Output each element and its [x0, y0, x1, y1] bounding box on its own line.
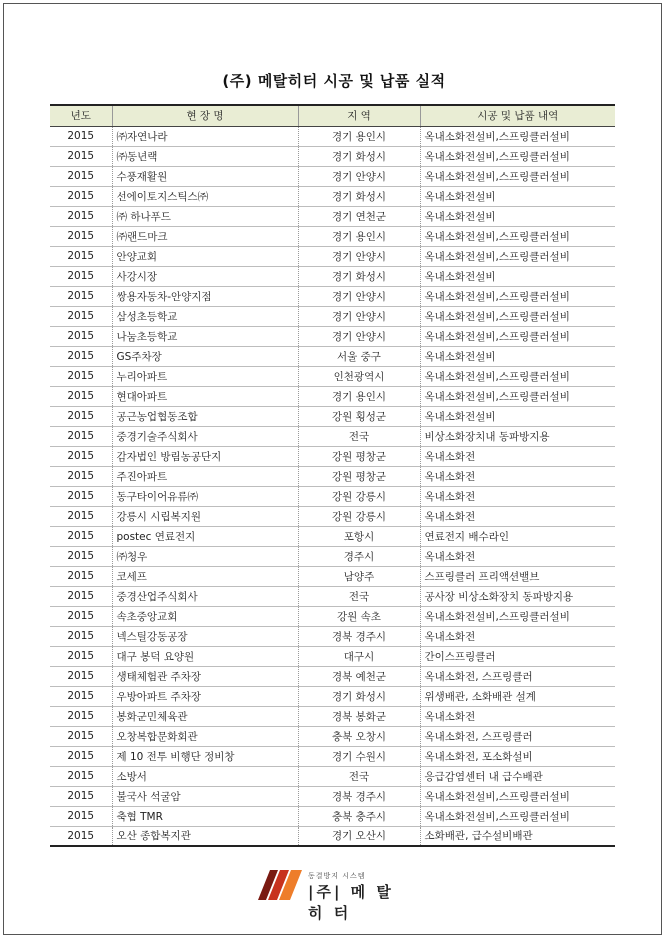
row-work-details: 위생배관, 소화배관 설계 — [420, 686, 615, 706]
row-region: 경기 안양시 — [298, 326, 420, 346]
row-year: 2015 — [50, 306, 112, 326]
row-year: 2015 — [50, 786, 112, 806]
row-region: 남양주 — [298, 566, 420, 586]
table-body — [50, 126, 615, 846]
row-site-name: ㈜랜드마크 — [112, 226, 298, 246]
row-region: 경기 화성시 — [298, 186, 420, 206]
row-year: 2015 — [50, 366, 112, 386]
row-work-details: 옥내소화전 — [420, 706, 615, 726]
row-year: 2015 — [50, 166, 112, 186]
row-region: 강원 평창군 — [298, 446, 420, 466]
row-work-details: 옥내소화전설비 — [420, 206, 615, 226]
table-row — [50, 446, 615, 466]
row-work-details: 간이스프링클러 — [420, 646, 615, 666]
row-region: 경북 예천군 — [298, 666, 420, 686]
row-site-name: postec 연료전지 — [112, 526, 298, 546]
header-site-name: 현 장 명 — [112, 105, 298, 126]
table-row — [50, 626, 615, 646]
table-row — [50, 326, 615, 346]
row-site-name: 공근농업협동조합 — [112, 406, 298, 426]
row-region: 경주시 — [298, 546, 420, 566]
row-year: 2015 — [50, 466, 112, 486]
table-row — [50, 466, 615, 486]
row-region: 경기 수원시 — [298, 746, 420, 766]
row-work-details: 옥내소화전설비,스프링클러설비 — [420, 146, 615, 166]
row-work-details: 옥내소화전설비,스프링클러설비 — [420, 166, 615, 186]
table-header-row — [50, 105, 615, 126]
row-year: 2015 — [50, 666, 112, 686]
row-work-details: 옥내소화전설비,스프링클러설비 — [420, 606, 615, 626]
row-site-name: ㈜동년랙 — [112, 146, 298, 166]
row-region: 경기 용인시 — [298, 126, 420, 146]
row-year: 2015 — [50, 446, 112, 466]
row-year: 2015 — [50, 186, 112, 206]
row-site-name: 주진아파트 — [112, 466, 298, 486]
row-year: 2015 — [50, 766, 112, 786]
row-site-name: 중경기술주식회사 — [112, 426, 298, 446]
row-site-name: 오창복합문화회관 — [112, 726, 298, 746]
row-work-details: 옥내소화전 — [420, 546, 615, 566]
row-site-name: 축협 TMR — [112, 806, 298, 826]
row-site-name: 쌍용자동차-안양지점 — [112, 286, 298, 306]
row-work-details: 옥내소화전 — [420, 446, 615, 466]
table-row — [50, 366, 615, 386]
row-site-name: 넥스틸강동공장 — [112, 626, 298, 646]
row-site-name: 동구타이어유류㈜ — [112, 486, 298, 506]
row-work-details: 옥내소화전설비,스프링클러설비 — [420, 366, 615, 386]
row-region: 경기 오산시 — [298, 826, 420, 846]
row-region: 서울 중구 — [298, 346, 420, 366]
row-year: 2015 — [50, 126, 112, 146]
row-site-name: 누리아파트 — [112, 366, 298, 386]
row-year: 2015 — [50, 706, 112, 726]
row-site-name: 중경산업주식회사 — [112, 586, 298, 606]
row-region: 강원 평창군 — [298, 466, 420, 486]
row-region: 경북 봉화군 — [298, 706, 420, 726]
row-site-name: 오산 종합복지관 — [112, 826, 298, 846]
row-site-name: ㈜청우 — [112, 546, 298, 566]
row-work-details: 옥내소화전설비,스프링클러설비 — [420, 326, 615, 346]
row-work-details: 옥내소화전, 스프링클러 — [420, 726, 615, 746]
row-region: 경기 안양시 — [298, 166, 420, 186]
page-title: (주) 메탈히터 시공 및 납품 실적 — [222, 72, 446, 90]
row-year: 2015 — [50, 626, 112, 646]
row-region: 대구시 — [298, 646, 420, 666]
row-region: 전국 — [298, 766, 420, 786]
table-row — [50, 286, 615, 306]
row-year: 2015 — [50, 506, 112, 526]
row-work-details: 옥내소화전설비,스프링클러설비 — [420, 246, 615, 266]
table-row — [50, 646, 615, 666]
table-row — [50, 586, 615, 606]
row-year: 2015 — [50, 746, 112, 766]
row-work-details: 옥내소화전, 스프링클러 — [420, 666, 615, 686]
row-region: 경기 용인시 — [298, 226, 420, 246]
row-region: 강원 횡성군 — [298, 406, 420, 426]
table-row — [50, 706, 615, 726]
table-row — [50, 566, 615, 586]
table-row — [50, 726, 615, 746]
row-year: 2015 — [50, 286, 112, 306]
table-row — [50, 806, 615, 826]
row-site-name: 안양교회 — [112, 246, 298, 266]
row-site-name: 불국사 석굴암 — [112, 786, 298, 806]
row-work-details: 옥내소화전설비,스프링클러설비 — [420, 306, 615, 326]
row-region: 경기 안양시 — [298, 286, 420, 306]
row-region: 경기 용인시 — [298, 386, 420, 406]
table-row — [50, 606, 615, 626]
table-row — [50, 386, 615, 406]
header-year: 년도 — [50, 105, 112, 126]
table-row — [50, 306, 615, 326]
row-site-name: 수풍재활원 — [112, 166, 298, 186]
row-work-details: 옥내소화전설비 — [420, 346, 615, 366]
row-work-details: 스프링클러 프리액션밸브 — [420, 566, 615, 586]
row-work-details: 옥내소화전설비 — [420, 186, 615, 206]
row-site-name: 소방서 — [112, 766, 298, 786]
logo-company-name: |주| 메 탈 히 터 — [308, 883, 394, 922]
table-row — [50, 666, 615, 686]
row-work-details: 공사장 비상소화장치 동파방지용 — [420, 586, 615, 606]
header-work-details: 시공 및 납품 내역 — [420, 105, 615, 126]
row-work-details: 응급감염센터 내 급수배관 — [420, 766, 615, 786]
row-site-name: 속초중앙교회 — [112, 606, 298, 626]
table-row — [50, 146, 615, 166]
row-work-details: 옥내소화전설비,스프링클러설비 — [420, 286, 615, 306]
row-site-name: 코세프 — [112, 566, 298, 586]
table-row — [50, 166, 615, 186]
row-year: 2015 — [50, 686, 112, 706]
row-year: 2015 — [50, 826, 112, 846]
row-site-name: 사강시장 — [112, 266, 298, 286]
row-year: 2015 — [50, 526, 112, 546]
table-row — [50, 426, 615, 446]
row-work-details: 옥내소화전설비 — [420, 266, 615, 286]
row-site-name: 삼성초등학교 — [112, 306, 298, 326]
row-year: 2015 — [50, 426, 112, 446]
row-region: 강원 속초 — [298, 606, 420, 626]
company-logo — [258, 868, 418, 922]
row-year: 2015 — [50, 386, 112, 406]
row-site-name: 선에이토지스틱스㈜ — [112, 186, 298, 206]
row-region: 강원 강릉시 — [298, 506, 420, 526]
table-row — [50, 526, 615, 546]
row-year: 2015 — [50, 346, 112, 366]
row-site-name: GS주차장 — [112, 346, 298, 366]
row-region: 경기 안양시 — [298, 246, 420, 266]
row-work-details: 옥내소화전 — [420, 486, 615, 506]
row-work-details: 소화배관, 급수설비배관 — [420, 826, 615, 846]
table-row — [50, 546, 615, 566]
row-work-details: 옥내소화전설비,스프링클러설비 — [420, 126, 615, 146]
row-site-name: 대구 봉덕 요양원 — [112, 646, 298, 666]
table-row — [50, 266, 615, 286]
table-row — [50, 126, 615, 146]
table-row — [50, 686, 615, 706]
row-site-name: ㈜자연나라 — [112, 126, 298, 146]
table-row — [50, 246, 615, 266]
row-year: 2015 — [50, 546, 112, 566]
row-site-name: 강릉시 시립복지원 — [112, 506, 298, 526]
row-work-details: 옥내소화전설비 — [420, 406, 615, 426]
row-region: 전국 — [298, 586, 420, 606]
row-year: 2015 — [50, 266, 112, 286]
row-region: 경기 화성시 — [298, 146, 420, 166]
row-year: 2015 — [50, 646, 112, 666]
row-region: 경기 연천군 — [298, 206, 420, 226]
row-work-details: 옥내소화전, 포소화설비 — [420, 746, 615, 766]
table-row — [50, 406, 615, 426]
row-year: 2015 — [50, 406, 112, 426]
row-work-details: 옥내소화전 — [420, 466, 615, 486]
row-site-name: 우방아파트 주차장 — [112, 686, 298, 706]
table-row — [50, 766, 615, 786]
row-year: 2015 — [50, 586, 112, 606]
row-year: 2015 — [50, 226, 112, 246]
row-work-details: 옥내소화전설비,스프링클러설비 — [420, 386, 615, 406]
row-work-details: 옥내소화전설비,스프링클러설비 — [420, 226, 615, 246]
row-year: 2015 — [50, 246, 112, 266]
row-site-name: 감자법인 방림농공단지 — [112, 446, 298, 466]
performance-table — [50, 104, 615, 847]
row-region: 충북 충주시 — [298, 806, 420, 826]
row-year: 2015 — [50, 146, 112, 166]
row-site-name: 현대아파트 — [112, 386, 298, 406]
row-site-name: 나눔초등학교 — [112, 326, 298, 346]
table-row — [50, 786, 615, 806]
row-site-name: 봉화군민체육관 — [112, 706, 298, 726]
row-work-details: 비상소화장치내 동파방지용 — [420, 426, 615, 446]
table-row — [50, 206, 615, 226]
row-work-details: 연료전지 배수라인 — [420, 526, 615, 546]
row-year: 2015 — [50, 806, 112, 826]
row-work-details: 옥내소화전 — [420, 626, 615, 646]
row-year: 2015 — [50, 606, 112, 626]
row-site-name: ㈜ 하나푸드 — [112, 206, 298, 226]
row-region: 인천광역시 — [298, 366, 420, 386]
header-region: 지 역 — [298, 105, 420, 126]
row-region: 경기 화성시 — [298, 686, 420, 706]
row-work-details: 옥내소화전설비,스프링클러설비 — [420, 806, 615, 826]
logo-mark-icon — [258, 870, 304, 900]
row-work-details: 옥내소화전 — [420, 506, 615, 526]
table-row — [50, 826, 615, 846]
table-row — [50, 486, 615, 506]
row-site-name: 생태체험관 주차장 — [112, 666, 298, 686]
row-region: 충북 오창시 — [298, 726, 420, 746]
table-row — [50, 226, 615, 246]
row-region: 경기 화성시 — [298, 266, 420, 286]
row-region: 강원 강릉시 — [298, 486, 420, 506]
row-year: 2015 — [50, 566, 112, 586]
table-row — [50, 186, 615, 206]
table-row — [50, 346, 615, 366]
row-site-name: 제 10 전투 비행단 정비창 — [112, 746, 298, 766]
row-region: 경기 안양시 — [298, 306, 420, 326]
row-work-details: 옥내소화전설비,스프링클러설비 — [420, 786, 615, 806]
table-row — [50, 746, 615, 766]
logo-tagline: 동결방지 시스템 — [308, 872, 366, 880]
row-year: 2015 — [50, 486, 112, 506]
row-region: 경북 경주시 — [298, 626, 420, 646]
row-region: 경북 경주시 — [298, 786, 420, 806]
row-region: 포항시 — [298, 526, 420, 546]
row-year: 2015 — [50, 206, 112, 226]
row-year: 2015 — [50, 326, 112, 346]
table-row — [50, 506, 615, 526]
row-region: 전국 — [298, 426, 420, 446]
row-year: 2015 — [50, 726, 112, 746]
